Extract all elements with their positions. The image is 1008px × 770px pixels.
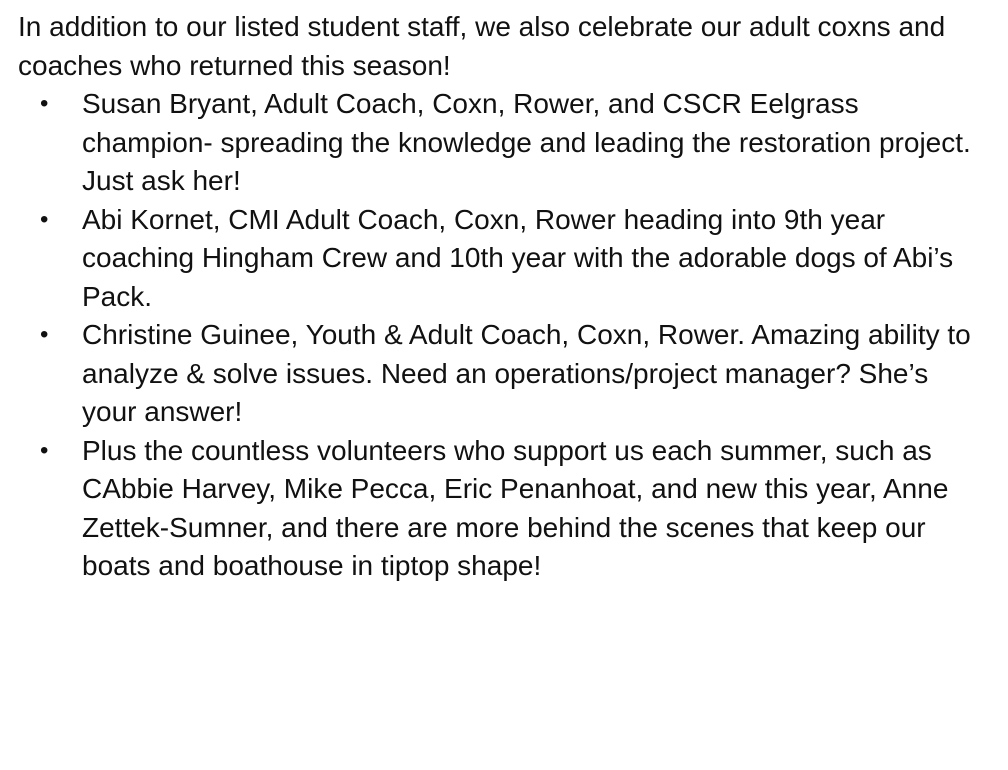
bullet-icon: •: [40, 90, 49, 117]
list-item-text: Christine Guinee, Youth & Adult Coach, Coxn, Rower. Amazing ability to analyze & solve issues. Need an operations/project manager? She’s your answer!: [82, 319, 971, 427]
bullet-icon: •: [40, 436, 49, 464]
bullet-icon: •: [40, 321, 49, 348]
list-item-text: Plus the countless volunteers who support us each summer, such as CAbbie Harvey, Mike Pecca, Eric Penanhoat, and new this year, Anne Zettek-Sumner, and there are more behind the scenes that keep our boats and boathouse in tiptop shape!: [82, 434, 949, 581]
list-item-volunteers: [18, 432, 978, 586]
bullet-icon: •: [40, 205, 49, 233]
volunteer-list: [18, 432, 998, 586]
coach-list: [18, 85, 998, 432]
list-item-text: Susan Bryant, Adult Coach, Coxn, Rower, and CSCR Eelgrass champion- spreading the knowledge and leading the restoration project. Just ask her!: [82, 88, 971, 196]
list-item-text: Abi Kornet, CMI Adult Coach, Coxn, Rower heading into 9th year coaching Hingham Crew and 10th year with the adorable dogs of Abi’s Pack.: [82, 203, 954, 312]
list-item-abi-kornet: [18, 201, 978, 317]
list-item-susan-bryant: [18, 85, 978, 201]
list-item-christine-guinee: [18, 316, 978, 432]
document-body: [18, 8, 998, 586]
intro-paragraph: In addition to our listed student staff, we also celebrate our adult coxns and coaches who returned this season!: [18, 11, 946, 81]
